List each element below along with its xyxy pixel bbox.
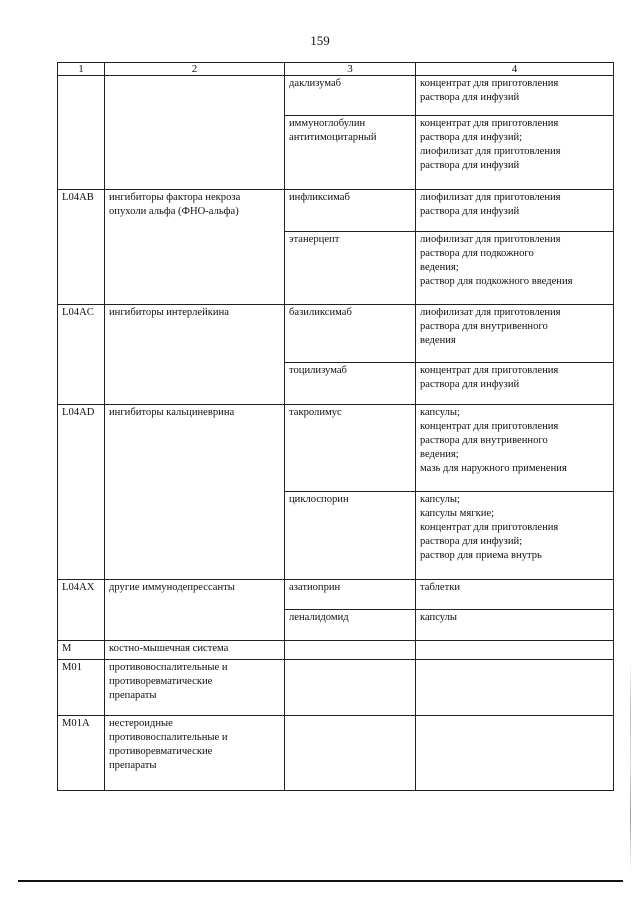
group-name-cell: костно-мышечная система [105, 641, 285, 660]
page-bottom-rule [18, 880, 623, 882]
dosage-form-cell: капсулы; капсулы мягкие; концентрат для приготовления раствора для инфузий; раствор для приема внутрь [416, 492, 614, 580]
dosage-form-cell: лиофилизат для приготовления раствора для подкожного ведения; раствор для подкожного введения [416, 232, 614, 305]
column-header: 4 [416, 63, 614, 76]
table-row [58, 660, 614, 716]
group-name-cell: ингибиторы фактора некроза опухоли альфа (ФНО-альфа) [105, 190, 285, 305]
atc-code-cell: M01 [58, 660, 105, 716]
atc-code-cell: M [58, 641, 105, 660]
dosage-form-cell: капсулы [416, 610, 614, 641]
dosage-form-cell: лиофилизат для приготовления раствора для инфузий [416, 190, 614, 232]
dosage-form-cell [416, 660, 614, 716]
group-name-cell: другие иммунодепрессанты [105, 580, 285, 641]
group-name-cell [105, 76, 285, 190]
substance-cell: тоцилизумаб [285, 363, 416, 405]
medication-table [57, 62, 614, 791]
table-row [58, 76, 614, 116]
table-row [58, 190, 614, 232]
atc-code-cell: L04AC [58, 305, 105, 405]
dosage-form-cell: капсулы; концентрат для приготовления раствора для внутривенного ведения; мазь для наружного применения [416, 405, 614, 492]
dosage-form-cell: таблетки [416, 580, 614, 610]
group-name-cell: нестероидные противовоспалительные и противоревматические препараты [105, 716, 285, 791]
group-name-cell: ингибиторы кальциневрина [105, 405, 285, 580]
group-name-cell: ингибиторы интерлейкина [105, 305, 285, 405]
dosage-form-cell: концентрат для приготовления раствора для инфузий [416, 76, 614, 116]
substance-cell: инфликсимаб [285, 190, 416, 232]
table-row [58, 405, 614, 492]
scan-edge-mark [630, 660, 631, 870]
substance-cell [285, 660, 416, 716]
table-row [58, 641, 614, 660]
substance-cell: даклизумаб [285, 76, 416, 116]
substance-cell: леналидомид [285, 610, 416, 641]
dosage-form-cell: концентрат для приготовления раствора для инфузий [416, 363, 614, 405]
atc-code-cell: M01A [58, 716, 105, 791]
dosage-form-cell [416, 641, 614, 660]
table-row [58, 716, 614, 791]
table-row [58, 305, 614, 363]
table-row [58, 580, 614, 610]
page-number: 159 [310, 33, 330, 48]
atc-code-cell: L04AX [58, 580, 105, 641]
group-name-cell: противовоспалительные и противоревматические препараты [105, 660, 285, 716]
substance-cell: иммуноглобулин антитимоцитарный [285, 116, 416, 190]
column-number-row [58, 63, 614, 76]
dosage-form-cell: концентрат для приготовления раствора для инфузий; лиофилизат для приготовления раствора для инфузий [416, 116, 614, 190]
substance-cell: такролимус [285, 405, 416, 492]
atc-code-cell: L04AB [58, 190, 105, 305]
substance-cell: азатиоприн [285, 580, 416, 610]
atc-code-cell: L04AD [58, 405, 105, 580]
column-header: 2 [105, 63, 285, 76]
substance-cell [285, 716, 416, 791]
substance-cell: базиликсимаб [285, 305, 416, 363]
atc-code-cell [58, 76, 105, 190]
dosage-form-cell: лиофилизат для приготовления раствора для внутривенного ведения [416, 305, 614, 363]
substance-cell: этанерцепт [285, 232, 416, 305]
dosage-form-cell [416, 716, 614, 791]
substance-cell: циклоспорин [285, 492, 416, 580]
column-header: 3 [285, 63, 416, 76]
column-header: 1 [58, 63, 105, 76]
substance-cell [285, 641, 416, 660]
